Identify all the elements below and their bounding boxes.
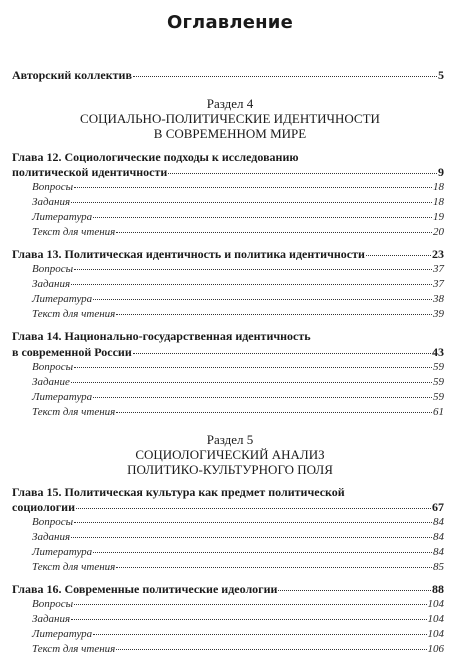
toc-page-number: 88 — [432, 582, 444, 596]
toc-entry-label: в современной России — [12, 345, 132, 359]
toc-subentry-label: Вопросы — [32, 263, 74, 275]
section-number: Раздел 4 — [206, 96, 254, 111]
toc-subentry[interactable] — [12, 531, 444, 543]
toc-subentry[interactable] — [12, 293, 444, 305]
toc-page-number: 59 — [433, 376, 444, 388]
dot-leader — [116, 314, 432, 315]
toc-subentry[interactable] — [12, 391, 444, 403]
dot-leader — [133, 353, 431, 354]
page-title: Оглавление — [166, 12, 294, 33]
dot-leader — [116, 649, 426, 650]
dot-leader — [116, 567, 432, 568]
toc-entry-chapter-15[interactable] — [12, 500, 444, 515]
toc-subentry-label: Вопросы — [32, 516, 74, 528]
toc-subentry-label: Задания — [32, 613, 71, 625]
toc-page-number: 19 — [433, 211, 444, 223]
toc-page-number: 23 — [432, 247, 444, 261]
toc-entry-chapter-14[interactable] — [12, 345, 444, 360]
section-number: Раздел 5 — [206, 432, 254, 447]
toc-page-number: 18 — [433, 196, 444, 208]
toc-entry-label: социологии — [12, 500, 76, 514]
toc-subentry-label: Литература — [32, 546, 93, 558]
toc-entry-chapter-16[interactable] — [12, 582, 444, 597]
toc-page-number: 20 — [433, 226, 444, 238]
chapter-12-title[interactable]: Глава 12. Социологические подходы к исследованию — [12, 150, 299, 164]
toc-subentry[interactable] — [12, 613, 444, 625]
toc-page-number: 84 — [433, 546, 444, 558]
toc-subentry[interactable] — [12, 598, 444, 610]
toc-subentry-label: Задания — [32, 196, 71, 208]
toc-page-number: 104 — [427, 598, 444, 610]
dot-leader — [76, 508, 431, 509]
toc-subentry-label: Литература — [32, 628, 93, 640]
toc-subentry[interactable] — [12, 561, 444, 573]
dot-leader — [71, 619, 426, 620]
toc-page-number: 43 — [432, 345, 444, 359]
toc-page-number: 37 — [433, 278, 444, 290]
dot-leader — [74, 187, 432, 188]
toc-entry-authors[interactable] — [12, 68, 444, 83]
toc-entry-chapter-12[interactable] — [12, 165, 444, 180]
toc-subentry-label: Задания — [32, 531, 71, 543]
dot-leader — [74, 522, 432, 523]
dot-leader — [71, 284, 432, 285]
toc-page-number: 84 — [433, 516, 444, 528]
section-title-line: СОЦИАЛЬНО-ПОЛИТИЧЕСКИЕ ИДЕНТИЧНОСТИ — [80, 111, 380, 126]
chapter-14-title[interactable]: Глава 14. Национально-государственная идентичность — [12, 329, 311, 343]
toc-subentry[interactable] — [12, 628, 444, 640]
toc-subentry-label: Текст для чтения — [32, 308, 116, 320]
dot-leader — [74, 604, 426, 605]
toc-subentry[interactable] — [12, 263, 444, 275]
dot-leader — [74, 269, 432, 270]
dot-leader — [93, 552, 432, 553]
toc-subentry-label: Текст для чтения — [32, 561, 116, 573]
toc-subentry[interactable] — [12, 211, 444, 223]
toc-subentry-label: Литература — [32, 293, 93, 305]
toc-page-number: 67 — [432, 500, 444, 514]
section-title-line: ПОЛИТИКО-КУЛЬТУРНОГО ПОЛЯ — [127, 462, 333, 477]
dot-leader — [71, 202, 432, 203]
section-title-line: В СОВРЕМЕННОМ МИРЕ — [153, 126, 307, 141]
toc-page-number: 104 — [427, 613, 444, 625]
toc-subentry[interactable] — [12, 546, 444, 558]
dot-leader — [93, 634, 426, 635]
toc-subentry-label: Литература — [32, 211, 93, 223]
toc-page-number: 18 — [433, 181, 444, 193]
toc-subentry-label: Литература — [32, 391, 93, 403]
toc-entry-label: Глава 16. Современные политические идеологии — [12, 582, 278, 596]
toc-subentry-label: Задания — [32, 278, 71, 290]
toc-entry-label: Глава 13. Политическая идентичность и политика идентичности — [12, 247, 365, 261]
toc-subentry-label: Текст для чтения — [32, 406, 116, 418]
section-title-line: СОЦИОЛОГИЧЕСКИЙ АНАЛИЗ — [135, 447, 325, 462]
toc-subentry[interactable] — [12, 181, 444, 193]
toc-subentry[interactable] — [12, 516, 444, 528]
toc-page-number: 104 — [427, 628, 444, 640]
toc-subentry-label: Текст для чтения — [32, 226, 116, 238]
toc-page-number: 5 — [438, 68, 444, 82]
toc-subentry-label: Текст для чтения — [32, 643, 116, 655]
toc-subentry[interactable] — [12, 643, 444, 655]
dot-leader — [133, 76, 437, 77]
section-5-heading — [0, 432, 460, 477]
dot-leader — [71, 537, 432, 538]
toc-subentry-label: Задание — [32, 376, 70, 388]
dot-leader — [168, 173, 437, 174]
dot-leader — [93, 397, 432, 398]
toc-page-number: 39 — [433, 308, 444, 320]
chapter-15-title[interactable]: Глава 15. Политическая культура как предмет политической — [12, 485, 345, 499]
toc-subentry[interactable] — [12, 406, 444, 418]
toc-subentry-label: Вопросы — [32, 598, 74, 610]
toc-entry-chapter-13[interactable] — [12, 247, 444, 262]
toc-subentry[interactable] — [12, 278, 444, 290]
toc-page-number: 85 — [433, 561, 444, 573]
toc-subentry[interactable] — [12, 376, 444, 388]
toc-subentry-label: Вопросы — [32, 181, 74, 193]
toc-subentry[interactable] — [12, 196, 444, 208]
toc-page-number: 106 — [427, 643, 444, 655]
toc-subentry[interactable] — [12, 308, 444, 320]
dot-leader — [93, 299, 432, 300]
toc-subentry-label: Вопросы — [32, 361, 74, 373]
toc-page-number: 59 — [433, 361, 444, 373]
toc-entry-label: Авторский коллектив — [12, 68, 132, 82]
dot-leader — [74, 367, 432, 368]
dot-leader — [116, 232, 432, 233]
toc-page-number: 37 — [433, 263, 444, 275]
toc-page-number: 84 — [433, 531, 444, 543]
toc-page-number: 38 — [433, 293, 444, 305]
toc-page-number: 59 — [433, 391, 444, 403]
toc-subentry[interactable] — [12, 361, 444, 373]
section-4-heading — [0, 96, 460, 141]
dot-leader — [366, 255, 431, 256]
dot-leader — [93, 217, 432, 218]
dot-leader — [71, 382, 432, 383]
dot-leader — [278, 590, 431, 591]
toc-entry-label: политической идентичности — [12, 165, 168, 179]
toc-page-number: 61 — [433, 406, 444, 418]
toc-page-number: 9 — [438, 165, 444, 179]
toc-subentry[interactable] — [12, 226, 444, 238]
dot-leader — [116, 412, 432, 413]
